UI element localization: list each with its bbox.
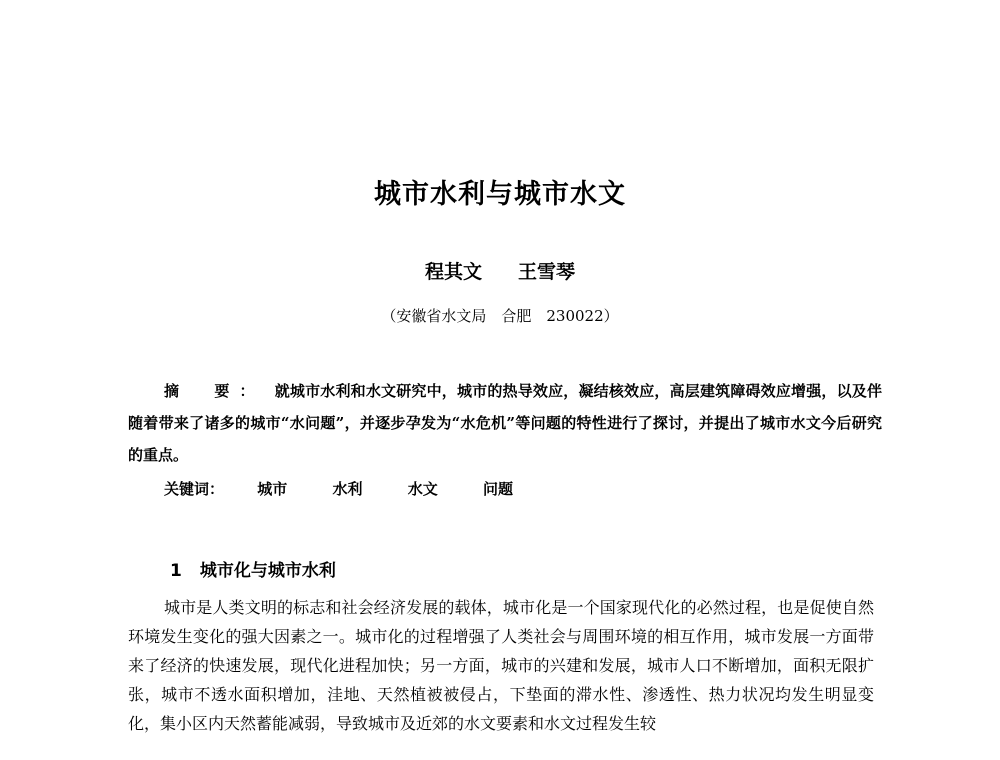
keyword: 水文 [407,480,438,498]
section-number: 1 [170,561,182,581]
body-paragraph: 城市是人类文明的标志和社会经济发展的载体，城市化是一个国家现代化的必然过程，也是促使自然环境发生变化的强大因素之一。城市化的过程增强了人类社会与周围环境的相互作用，城市发展一方面带来了经济的快速发展，现代化进程加快；另一方面，城市的兴建和发展，城市人口不断增加，面积无限扩张，城市不透水面积增加，洼地、天然植被被侵占，下垫面的滞水性、渗透性、热力状况均发生明显变化，集小区内天然蓄能减弱，导致城市及近郊的水文要素和水文过程发生较 [128,598,874,733]
keywords [164,478,553,499]
keyword: 城市 [257,480,288,498]
keyword: 水利 [332,480,363,498]
affiliation: （安徽省水文局 合肥 230022） [381,307,619,325]
section-heading [170,556,336,581]
keyword: 问题 [483,480,514,498]
abstract [128,375,882,471]
author-name: 王雪琴 [518,261,576,283]
paper-title: 城市水利与城市水文 [374,179,626,210]
abstract-label: 摘 要： [164,382,265,400]
author-list [0,257,1000,284]
author-name: 程其文 [424,261,482,283]
keywords-label: 关键词： [164,480,225,498]
abstract-text: 就城市水利和水文研究中，城市的热导效应，凝结核效应，高层建筑障碍效应增强，以及伴随着带来了诸多的城市“水问题”，并逐步孕发为“水危机”等问题的特性进行了探讨，并提出了城市水文今后研究的重点。 [128,382,882,464]
section-title: 城市化与城市水利 [199,561,336,581]
